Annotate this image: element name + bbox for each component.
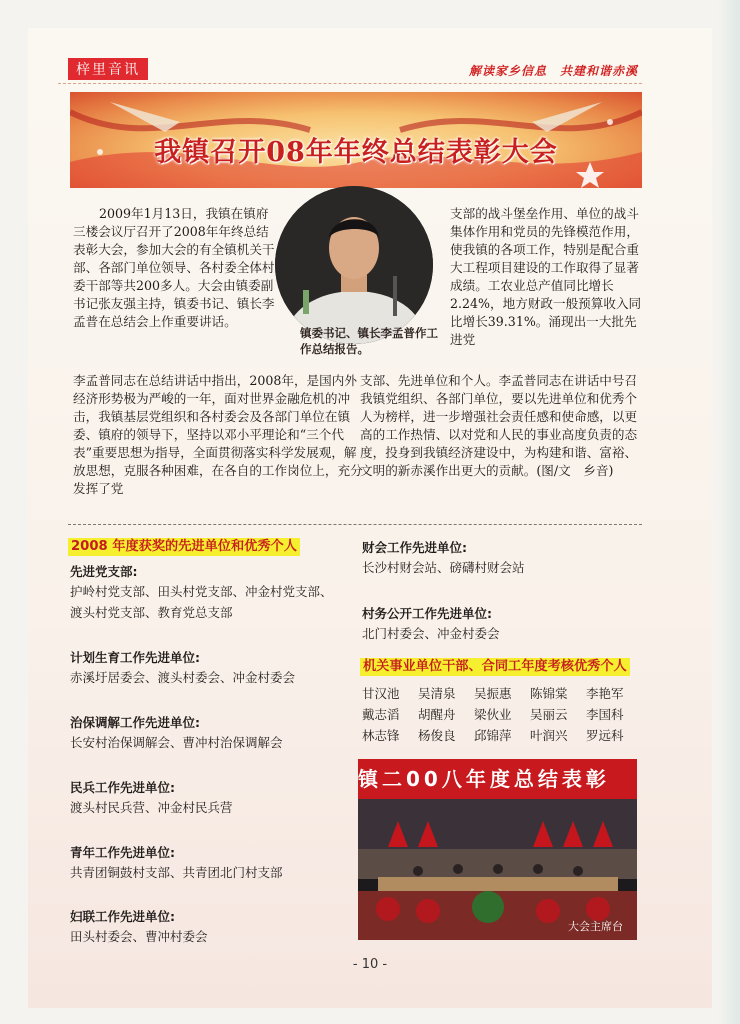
award-entry: 赤溪圩居委会、渡头村委会、冲金村委会 — [70, 670, 296, 685]
names-row — [362, 683, 642, 704]
person-name: 甘汉池 — [362, 686, 400, 701]
award-label: 村务公开工作先进单位: — [362, 606, 492, 621]
award-label: 计划生育工作先进单位: — [70, 650, 200, 665]
award-entry: 长安村治保调解会、曹冲村治保调解会 — [70, 735, 283, 750]
portrait-photo — [275, 186, 433, 344]
section-divider — [68, 524, 642, 525]
award-label: 治保调解工作先进单位: — [70, 715, 200, 730]
person-name: 戴志滔 — [362, 707, 400, 722]
award-label: 妇联工作先进单位: — [70, 909, 175, 924]
article-paragraph-right: 支部的战斗堡垒作用、单位的战斗集体作用和党员的先锋模范作用，使我镇的各项工作，特别是配合重大工程项目建设的工作取得了显著成绩。工农业总产值同比增长2.24%，地方财政一般预算收入同比增长39.31%。涌现出一大批先进党 — [450, 206, 642, 347]
award-entry: 长沙村财会站、磅礴村财会站 — [362, 560, 525, 575]
photo-banner: 镇二00八年度总结表彰 — [358, 759, 637, 799]
person-name: 吴清泉 — [418, 686, 456, 701]
meeting-photo — [358, 759, 637, 940]
article-paragraph-left-bottom: 李孟普同志在总结讲话中指出，2008年，是国内外经济形势极为严峻的一年，面对世界金融危机的冲击，我镇基层党组织和各村委会及各部门单位在镇委、镇府的领导下，坚持以邓小平理论和“三个代表”重要思想为指导，全面贯彻落实科学发展观，解放思想，克服各种困难，在各自的工作岗位上，充分发挥了党 — [73, 373, 363, 496]
names-row — [362, 725, 642, 746]
award-entry: 共青团铜鼓村支部、共青团北门村支部 — [70, 865, 283, 880]
person-name: 吴振惠 — [474, 686, 512, 701]
awards-section-title: 2008 年度获奖的先进单位和优秀个人 — [68, 538, 300, 556]
names-row — [362, 704, 642, 725]
award-entry: 护岭村党支部、田头村党支部、冲金村党支部、 — [70, 584, 333, 599]
award-entry: 渡头村党支部、教育党总支部 — [70, 605, 233, 620]
photo-caption: 大会主席台 — [568, 920, 623, 933]
article-title: 我镇召开08年年终总结表彰大会 — [154, 137, 558, 168]
header-slogan: 解读家乡信息 共建和谐赤溪 — [468, 64, 638, 78]
award-entry: 北门村委会、冲金村委会 — [362, 626, 500, 641]
article-paragraph-right-bottom: 支部、先进单位和个人。李孟普同志在讲话中号召我镇党组织、各部门单位，要以先进单位和优秀个人为榜样，进一步增强社会责任感和使命感，以更高的工作热情、以对党和人民的事业高度负责的态度，投身到我镇经济建设中，为构建和谐、富裕、文明的新赤溪作出更大的贡献。(图/文 乡音) — [360, 373, 638, 478]
article-paragraph-left: 2009年1月13日，我镇在镇府三楼会议厅召开了2008年年终总结表彰大会，参加大会的有全镇机关干部、各部门单位领导、各村委全体村委干部等共200多人。大会由镇委副书记张友强主持，镇委书记、镇长李孟普在总结会上作重要讲话。 — [73, 206, 275, 329]
person-name: 陈锦棠 — [530, 686, 568, 701]
award-entry: 渡头村民兵营、冲金村民兵营 — [70, 800, 233, 815]
award-label: 财会工作先进单位: — [362, 540, 467, 555]
speaker-illustration — [275, 186, 433, 344]
person-name: 李国科 — [586, 707, 624, 722]
section-tag: 梓里音讯 — [68, 58, 148, 80]
header-divider — [58, 82, 642, 84]
person-name: 林志锋 — [362, 728, 400, 743]
page-edge — [718, 0, 740, 1024]
award-label: 民兵工作先进单位: — [70, 780, 175, 795]
meeting-stage-illustration — [358, 759, 637, 940]
person-name: 梁伙业 — [474, 707, 512, 722]
person-name: 胡醒舟 — [418, 707, 456, 722]
individuals-list — [362, 683, 642, 746]
award-entry: 田头村委会、曹冲村委会 — [70, 929, 208, 944]
portrait-caption: 镇委书记、镇长李孟普作工作总结报告。 — [300, 326, 438, 356]
title-banner — [70, 92, 642, 188]
person-name: 邱锦萍 — [474, 728, 512, 743]
individuals-section-title: 机关事业单位干部、合同工年度考核优秀个人 — [360, 658, 630, 676]
person-name: 李艳军 — [586, 686, 624, 701]
person-name: 杨俊良 — [418, 728, 456, 743]
section-header — [58, 56, 642, 82]
page-number: - 10 - — [352, 957, 388, 972]
person-name: 吴丽云 — [530, 707, 568, 722]
award-label: 先进党支部: — [70, 564, 138, 579]
person-name: 罗远科 — [586, 728, 624, 743]
person-name: 叶润兴 — [530, 728, 568, 743]
award-label: 青年工作先进单位: — [70, 845, 175, 860]
